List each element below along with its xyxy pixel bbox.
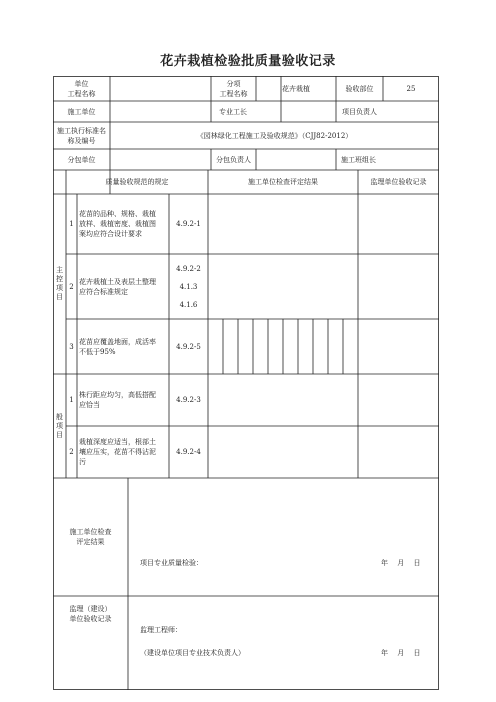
item-reference: 4.9.2-1 <box>176 220 201 228</box>
item-number: 1 <box>69 396 74 404</box>
item-reference: 4.9.2-4 <box>176 448 201 456</box>
subcontractor-manager-label: 分包负责人 <box>216 155 251 164</box>
requirement-line: 花苗的品种、规格、栽植 <box>79 210 156 218</box>
construction-eval-signer[interactable]: 项目专业质量检验： <box>140 559 203 567</box>
item-requirement <box>77 319 169 374</box>
group-char: 主 <box>56 266 63 274</box>
supervision-date[interactable]: 年 月 日 <box>381 649 421 657</box>
acceptance-record-table <box>53 76 439 690</box>
column-check-header: 施工单位检查评定结果 <box>248 178 318 186</box>
group-char: 目 <box>56 293 63 301</box>
construction-unit-value[interactable] <box>110 101 211 122</box>
label-line: 单位 <box>74 79 89 88</box>
label-line: 评定结果 <box>76 538 105 546</box>
requirement-line: 不低于95% <box>79 347 116 356</box>
sub-project-value[interactable]: 花卉栽植 <box>282 84 310 93</box>
item-supervision-record[interactable] <box>358 254 439 319</box>
label-line: 称及编号 <box>67 136 96 145</box>
item-reference: 4.9.2-5 <box>176 342 201 351</box>
item-supervision-record[interactable] <box>358 374 439 426</box>
requirement-line: 壤应压实，花苗不得沾泥 <box>79 448 156 456</box>
requirement-line: 污 <box>79 458 86 466</box>
item-check-result[interactable] <box>208 254 358 319</box>
requirement-line: 株行距应均匀，高低搭配 <box>79 391 156 399</box>
unit-project-value[interactable] <box>110 76 211 101</box>
team-leader-label: 施工班组长 <box>341 155 376 164</box>
column-supervision-header: 监理单位验收记录 <box>370 178 427 186</box>
item-number: 1 <box>69 220 74 228</box>
label-line: 监理（建设） <box>69 605 112 613</box>
reference-line: 4.1.3 <box>179 282 198 291</box>
group-char: 项 <box>56 284 63 292</box>
requirement-line: 花苗应覆盖地面，成活率 <box>79 337 156 346</box>
item-requirement <box>77 374 169 426</box>
standard-value: 《园林绿化工程施工及验收规范》（CJJ82-2012） <box>196 131 353 140</box>
item-supervision-record[interactable] <box>358 319 439 374</box>
item-number: 3 <box>69 342 74 351</box>
label-line: 工程名称 <box>67 89 96 98</box>
general-items-group-label <box>53 374 66 478</box>
supervision-record-label <box>53 596 128 646</box>
acceptance-part-label: 验收部位 <box>345 84 374 93</box>
supervision-signer[interactable]: （建设单位项目专业技术负责人） <box>140 649 245 657</box>
item-check-result[interactable] <box>208 194 358 254</box>
construction-eval-date[interactable]: 年 月 日 <box>381 559 421 567</box>
subcontractor-label: 分包单位 <box>67 155 96 164</box>
unit-project-label <box>53 76 110 101</box>
group-char: 目 <box>56 430 63 439</box>
item-number: 2 <box>69 282 74 291</box>
requirement-line: 花卉栽植土及表层土整理 <box>79 277 156 286</box>
reference-line: 4.1.6 <box>179 300 198 309</box>
acceptance-part-value[interactable]: 25 <box>406 84 416 93</box>
construction-eval-label <box>53 478 128 596</box>
label-line: 施工执行标准名 <box>57 126 106 135</box>
requirement-line: 栽植深度应适当，根部土 <box>79 438 156 446</box>
professional-foreman-label: 专业工长 <box>219 107 247 116</box>
main-items-group-label <box>53 194 66 374</box>
item-supervision-record[interactable] <box>358 194 439 254</box>
subcontractor-value[interactable] <box>110 149 211 170</box>
group-char: 般 <box>56 412 63 421</box>
reference-line: 4.9.2-2 <box>176 264 201 273</box>
project-manager-label: 项目负责人 <box>342 107 377 116</box>
construction-unit-label: 施工单位 <box>67 107 96 116</box>
label-line: 工程名称 <box>219 89 248 98</box>
sub-project-label <box>211 76 256 101</box>
item-supervision-record[interactable] <box>358 426 439 478</box>
item-check-result[interactable] <box>208 426 358 478</box>
page-title: 花卉栽植检验批质量验收记录 <box>160 54 336 69</box>
item-reference <box>169 254 208 319</box>
label-line: 分项 <box>226 79 241 88</box>
requirement-line: 放样、栽植密度、栽植图 <box>79 220 156 228</box>
item-requirement <box>77 254 169 319</box>
column-spec-header: 质量验收规范的规定 <box>105 178 169 186</box>
item-reference: 4.9.2-3 <box>176 396 201 404</box>
item-number: 2 <box>69 448 74 456</box>
subcontractor-manager-value[interactable] <box>256 149 336 170</box>
professional-foreman-value[interactable] <box>281 101 336 122</box>
label-line: 施工单位检查 <box>69 528 112 536</box>
item-requirement <box>77 194 169 254</box>
requirement-line: 应恰当 <box>79 401 100 409</box>
supervision-engineer[interactable]: 监理工程师： <box>140 626 182 634</box>
label-line: 单位验收记录 <box>69 615 112 623</box>
standard-label <box>53 122 110 149</box>
group-char: 控 <box>56 275 63 283</box>
group-char: 项 <box>56 421 63 430</box>
requirement-line: 案均应符合设计要求 <box>79 230 142 238</box>
item-check-result[interactable] <box>208 374 358 426</box>
item-requirement <box>77 426 169 478</box>
requirement-line: 应符合标准规定 <box>79 287 128 296</box>
